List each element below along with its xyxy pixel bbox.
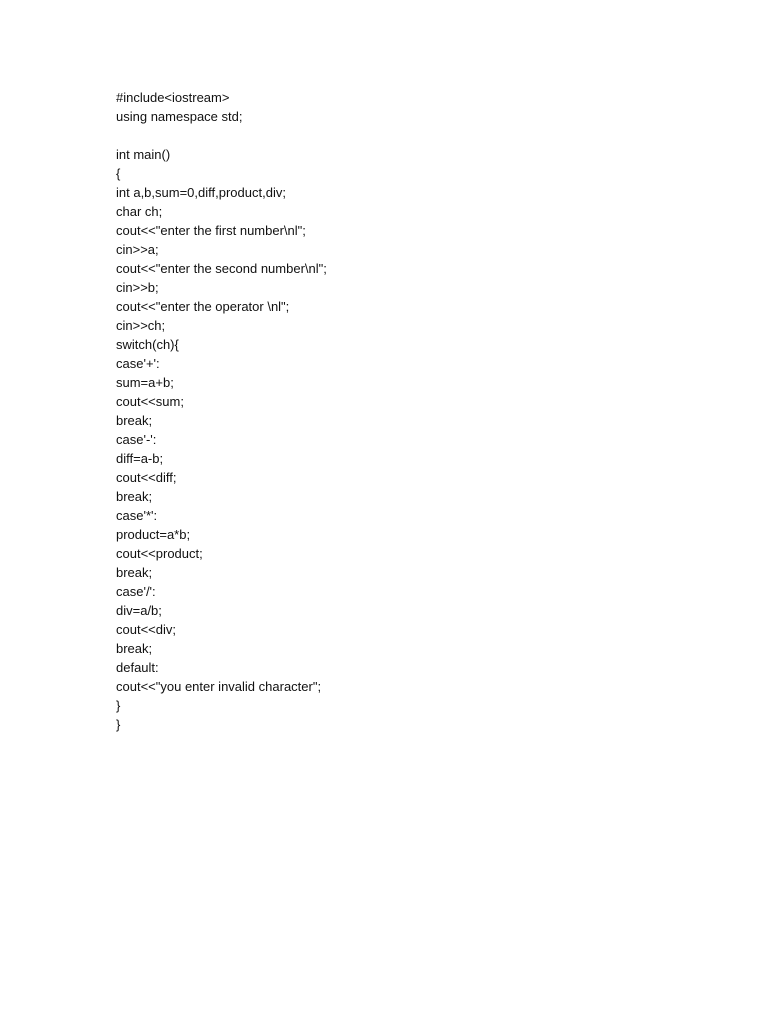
code-line-include: #include<iostream> (116, 90, 230, 105)
code-line-print-invalid: cout<<"you enter invalid character"; (116, 679, 322, 694)
code-line-print-sum: cout<<sum; (116, 394, 184, 409)
code-line-close-switch: } (116, 698, 121, 713)
code-line-sum: sum=a+b; (116, 375, 174, 390)
code-line-read-ch: cin>>ch; (116, 318, 166, 333)
code-line-case-minus: case'-': (116, 432, 157, 447)
code-line-prompt-first: cout<<"enter the first number\nl"; (116, 223, 306, 238)
code-line-div: div=a/b; (116, 603, 162, 618)
code-line-main-signature: int main() (116, 147, 171, 162)
code-line-open-brace: { (116, 166, 121, 181)
code-line-print-div: cout<<div; (116, 622, 176, 637)
code-line-break: break; (116, 565, 153, 580)
code-line-print-diff: cout<<diff; (116, 470, 177, 485)
code-line-break: break; (116, 413, 153, 428)
source-code-listing (116, 88, 327, 734)
code-line-default: default: (116, 660, 159, 675)
code-line-prompt-operator: cout<<"enter the operator \nl"; (116, 299, 290, 314)
code-line-read-b: cin>>b; (116, 280, 159, 295)
code-line-close-main: } (116, 717, 121, 732)
code-line-int-declarations: int a,b,sum=0,diff,product,div; (116, 185, 286, 200)
code-line-char-declaration: char ch; (116, 204, 163, 219)
code-line-break: break; (116, 489, 153, 504)
code-line-case-multiply: case'*': (116, 508, 158, 523)
code-line-switch: switch(ch){ (116, 337, 179, 352)
code-line-prompt-second: cout<<"enter the second number\nl"; (116, 261, 327, 276)
code-line-namespace: using namespace std; (116, 109, 243, 124)
code-line-print-product: cout<<product; (116, 546, 203, 561)
code-line-case-plus: case'+': (116, 356, 160, 371)
code-line-blank (116, 126, 327, 145)
code-line-diff: diff=a-b; (116, 451, 164, 466)
code-line-product: product=a*b; (116, 527, 191, 542)
code-line-break: break; (116, 641, 153, 656)
code-line-case-divide: case'/': (116, 584, 156, 599)
code-line-read-a: cin>>a; (116, 242, 159, 257)
